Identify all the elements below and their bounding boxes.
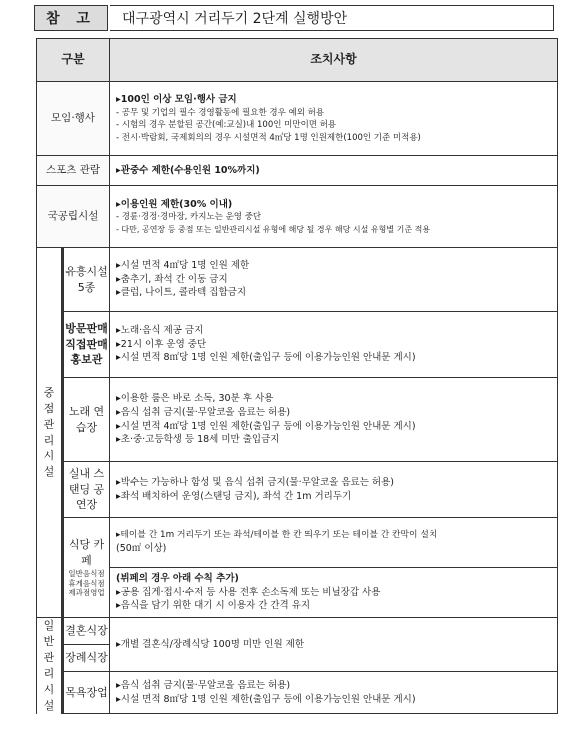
category-public: 국공립시설 [37, 186, 110, 248]
measures-door-to-door [110, 312, 558, 378]
text-line: - 경륜·경정·경마장, 카지노는 운영 중단 [116, 212, 262, 223]
text-line: ▸100인 이상 모임·행사 금지 [116, 94, 237, 106]
category-door-to-door: 방문판매 직접판매 홍보관 [63, 312, 110, 378]
category-funeral: 장례식장 [63, 645, 110, 672]
text-line: ▸춤추기, 좌석 간 이동 금지 [116, 273, 228, 285]
text-line: (50㎡ 이상) [116, 542, 167, 554]
text-line: ▸관중수 제한(수용인원 10%까지) [116, 164, 260, 176]
category-food [63, 518, 110, 618]
text-line: ▸21시 이후 운영 중단 [116, 338, 207, 350]
row-karaoke [37, 378, 558, 462]
text-line: ▸시설 면적 4㎡당 1명 인원 제한 [116, 259, 250, 271]
text-line: - 공무 및 기업의 필수 경영활동에 필요한 경우 예외 허용 [116, 107, 325, 118]
measures-karaoke [110, 378, 558, 462]
text-line: 식당 카페 [68, 537, 105, 567]
text-line: ▸테이블 간 1m 거리두기 또는 좌석/테이블 한 칸 띄우기 또는 테이블 간 칸막이 설치 [116, 530, 438, 541]
reference-tag: 참 고 [34, 5, 108, 31]
text-line: ▸시설 면적 4㎡당 1명 인원 제한(출입구 등에 이용가능인원 안내문 게시) [116, 420, 416, 432]
text-line: ▸음식을 담기 위한 대기 시 이용자 간 간격 유지 [116, 600, 311, 612]
text-line: - 시험의 경우 분할된 공간(예:교실)내 100인 미만이면 허용 [116, 120, 337, 131]
measures-gathering [110, 82, 558, 156]
text-line: 일반음식점 휴게음식점 제과점영업 [68, 568, 105, 598]
category-gathering: 모임·행사 [37, 82, 110, 156]
text-line: ▸박수는 가능하나 함성 및 음식 섭취 금지(물·무알코올 음료는 허용) [116, 476, 394, 488]
category-wedding: 결혼식장 [63, 618, 110, 645]
measures-buffet [110, 568, 558, 618]
text-line: ▸이용인원 제한(30% 이내) [116, 198, 233, 210]
document-title: 대구광역시 거리두기 2단계 실행방안 [110, 5, 554, 31]
table-header-row [37, 39, 558, 82]
row-food [37, 518, 558, 568]
row-public [37, 186, 558, 248]
document-header [34, 5, 554, 33]
measures-sports [110, 156, 558, 186]
row-bath [37, 672, 558, 714]
row-food-buffet [37, 568, 558, 618]
group-label: 일반 관리 시설 [43, 619, 55, 712]
measures-standing [110, 462, 558, 518]
measures-entertainment [110, 248, 558, 312]
category-standing: 실내 스탠딩 공연장 [63, 462, 110, 518]
text-line: ▸음식 섭취 금지(물·무알코올 음료는 허용) [116, 406, 291, 418]
group-label: 중점 관리 시설 [43, 385, 55, 479]
text-line: ▸노래·음식 제공 금지 [116, 324, 204, 336]
row-gathering [37, 82, 558, 156]
header-measures: 조치사항 [110, 39, 558, 82]
category-entertainment: 유흥시설 5종 [63, 248, 110, 312]
category-karaoke: 노래 연습장 [63, 378, 110, 462]
group-general-facilities [37, 618, 63, 714]
measures-food [110, 518, 558, 568]
text-line: ▸이용한 룸은 바로 소독, 30분 후 사용 [116, 392, 274, 404]
text-line: ▸좌석 배치하여 운영(스탠딩 금지), 좌석 간 1m 거리두기 [116, 490, 352, 502]
text-line: ▸클럽, 나이트, 콜라텍 집합금지 [116, 287, 246, 299]
text-line: ▸시설 면적 8㎡당 1명 인원 제한(출입구 등에 이용가능인원 안내문 게시) [116, 352, 416, 364]
text-line: ▸공용 집게·접시·수저 등 사용 전후 손소독제 또는 비닐장갑 사용 [116, 586, 381, 598]
text-line: (뷔페의 경우 아래 수칙 추가) [116, 572, 239, 584]
text-line: ▸시설 면적 8㎡당 1명 인원 제한(출입구 등에 이용가능인원 안내문 게시) [116, 693, 416, 705]
measures-bath [110, 672, 558, 714]
measures-public [110, 186, 558, 248]
row-sports [37, 156, 558, 186]
text-line: - 다만, 공연장 등 중점 또는 일반관리시설 유형에 해당 될 경우 해당 시설 유형별 기준 적용 [116, 224, 431, 234]
category-sports: 스포츠 관람 [37, 156, 110, 186]
group-key-facilities [37, 248, 63, 618]
category-bath: 목욕장업 [63, 672, 110, 714]
header-category: 구분 [37, 39, 110, 82]
measures-table [36, 38, 558, 714]
row-entertainment [37, 248, 558, 312]
text-line: ▸음식 섭취 금지(물·무알코올 음료는 허용) [116, 679, 291, 691]
text-line: ▸초·중·고등학생 등 18세 미만 출입금지 [116, 434, 280, 446]
row-door-to-door [37, 312, 558, 378]
measures-wedding [110, 618, 558, 672]
text-line: ▸개별 결혼식/장례식당 100명 미만 인원 제한 [116, 638, 305, 650]
row-standing [37, 462, 558, 518]
text-line: - 전시·박람회, 국제회의의 경우 시설면적 4㎡당 1명 인원제한(100인 기준 미적용) [116, 132, 421, 143]
row-wedding [37, 618, 558, 645]
